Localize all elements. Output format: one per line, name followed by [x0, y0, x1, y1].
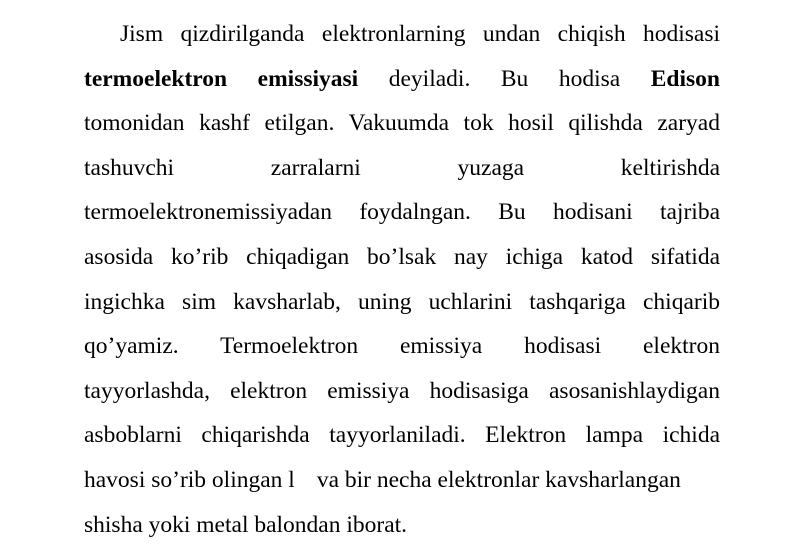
- paragraph-line-11-end: va bir necha elektronlar kavsharlangan: [316, 466, 681, 493]
- term-termoelektron-emissiyasi: termoelektron emissiyasi: [84, 65, 359, 92]
- paragraph-line-5: termoelektronemissiyadan foydalngan. Bu hodisani tajriba: [84, 199, 720, 226]
- paragraph-line-3: tomonidan kashf etilgan. Vakuumda tok hosil qilishda zaryad: [84, 110, 720, 137]
- paragraph-line-11-start: havosi so’rib olingan l: [84, 466, 295, 493]
- document-page: [84, 12, 720, 547]
- paragraph-line-4: tashuvchi zarralarni yuzaga keltirishda: [84, 154, 720, 181]
- paragraph-line-2-middle: deyiladi. Bu hodisa: [358, 65, 651, 92]
- paragraph-line-8: qo’yamiz. Termoelektron emissiya hodisasi elektron: [84, 333, 720, 360]
- paragraph-line-12: shisha yoki metal balondan iborat.: [84, 511, 408, 538]
- paragraph-line-10: asboblarni chiqarishda tayyorlaniladi. Elektron lampa ichida: [84, 422, 720, 449]
- term-edison: Edison: [650, 65, 720, 92]
- paragraph-line-11: [84, 458, 720, 503]
- paragraph-line-7: ingichka sim kavsharlab, uning uchlarini tashqariga chiqarib: [84, 288, 720, 315]
- paragraph-line-1: Jism qizdirilganda elektronlarning undan chiqish hodisasi: [120, 21, 720, 47]
- paragraph-line-9: tayyorlashda, elektron emissiya hodisasiga asosanishlaydigan: [84, 377, 720, 404]
- paragraph-line-6: asosida ko’rib chiqadigan bo’lsak nay ichiga katod sifatida: [84, 243, 720, 270]
- paragraph-line-2: [84, 57, 720, 102]
